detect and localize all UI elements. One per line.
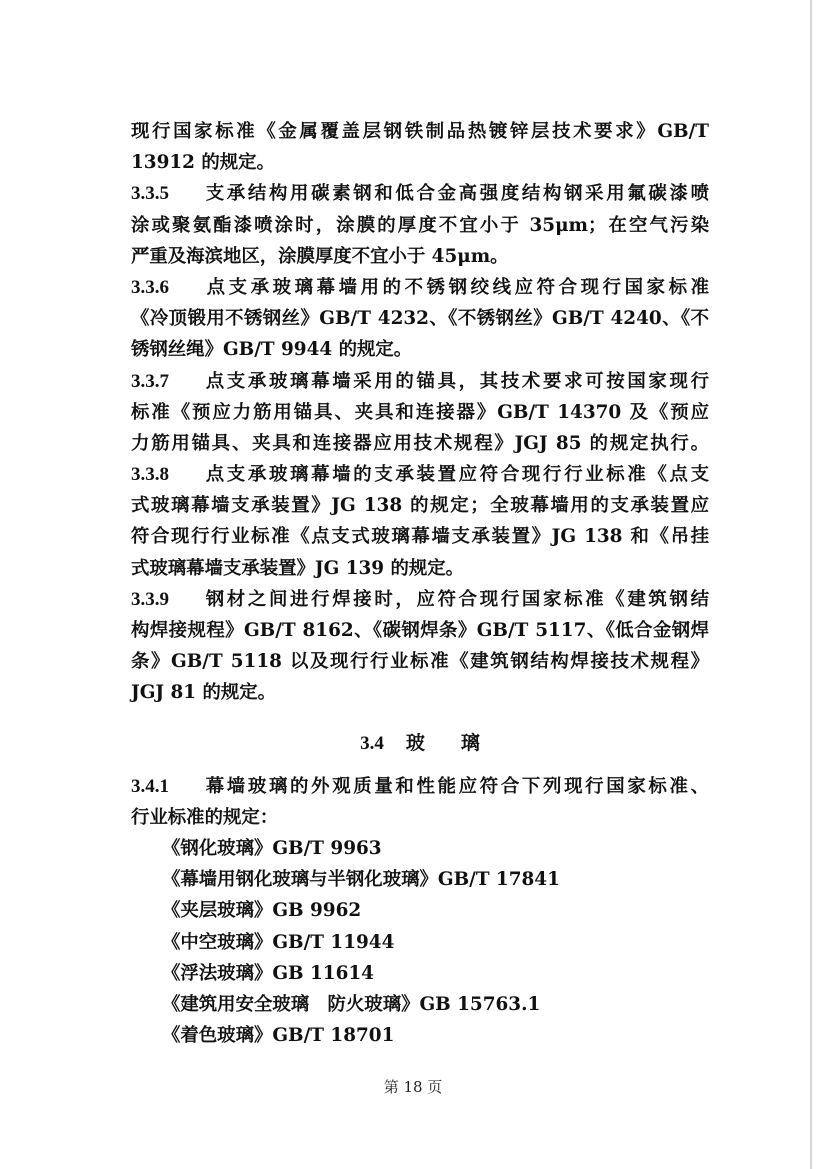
text-line: 13912 的规定。 xyxy=(131,152,275,174)
text-line: 行业标准的规定： xyxy=(131,806,279,828)
text-line: 条》GB/T 5118 以及现行行业标准《建筑钢结构焊接技术规程》 xyxy=(131,651,709,673)
standards-list xyxy=(131,833,709,1051)
text-line: 标准《预应力筋用锚具、夹具和连接器》GB/T 14370 及《预应 xyxy=(131,401,709,423)
clause-3-4-1 xyxy=(131,771,709,833)
text-line: 现行国家标准《金属覆盖层钢铁制品热镀锌层技术要求》GB/T xyxy=(131,121,709,142)
text-line: 式玻璃幕墙支承装置》JG 139 的规定。 xyxy=(131,557,465,579)
clause-3-3-7 xyxy=(131,366,709,460)
text-line xyxy=(131,178,709,209)
text-segment: 钢材之间进行焊接时，应符合现行国家标准《建筑钢结 xyxy=(203,588,709,610)
page-number: 第 18 页 xyxy=(383,1078,443,1096)
list-item: 《建筑用安全玻璃 防火玻璃》GB 15763.1 xyxy=(162,993,541,1015)
text-line xyxy=(131,459,709,490)
text-line xyxy=(131,771,709,802)
text-line xyxy=(131,272,709,303)
list-item: 《着色玻璃》GB/T 18701 xyxy=(162,1025,395,1047)
section-heading xyxy=(131,727,709,759)
text-line: 严重及海滨地区，涂膜厚度不宜小于 45μm。 xyxy=(131,245,509,267)
clause-3-3-5 xyxy=(131,178,709,272)
list-item: 《浮法玻璃》GB 11614 xyxy=(162,962,374,984)
text-line: 符合现行行业标准《点支式玻璃幕墙支承装置》JG 138 和《吊挂 xyxy=(131,526,709,548)
text-line: 锈钢丝绳》GB/T 9944 的规定。 xyxy=(131,339,413,361)
page-edge-line xyxy=(810,0,812,1169)
text-line: 《冷顶锻用不锈钢丝》GB/T 4232、《不锈钢丝》GB/T 4240、《不 xyxy=(131,308,709,330)
clause-number: 3.3.8 xyxy=(131,464,169,486)
text-segment: 点支承玻璃幕墙采用的锚具，其技术要求可按国家现行 xyxy=(203,370,709,392)
clause-3-3-9 xyxy=(131,584,709,709)
section-number: 3.4 xyxy=(360,732,384,754)
text-line: 式玻璃幕墙支承装置》JG 138 的规定；全玻幕墙用的支承装置应 xyxy=(131,495,709,517)
clause-3-3-6 xyxy=(131,272,709,366)
clause-number: 3.4.1 xyxy=(131,775,169,797)
clause-number: 3.3.7 xyxy=(131,370,169,392)
clause-number: 3.3.5 xyxy=(131,183,169,205)
text-segment: 支承结构用碳素钢和低合金高强度结构钢采用氟碳漆喷 xyxy=(203,183,709,205)
clause-3-3-8 xyxy=(131,459,709,584)
text-segment: 点支承玻璃幕墙的支承装置应符合现行行业标准《点支 xyxy=(203,464,709,486)
text-segment: 幕墙玻璃的外观质量和性能应符合下列现行国家标准、 xyxy=(203,775,709,797)
list-item: 《夹层玻璃》GB 9962 xyxy=(162,900,362,922)
text-segment: 点支承玻璃幕墙用的不锈钢绞线应符合现行国家标准 xyxy=(203,276,709,298)
page-content xyxy=(131,116,709,1051)
text-line xyxy=(131,366,709,397)
section-title: 玻璃 xyxy=(405,731,516,754)
paragraph-continuation xyxy=(131,116,709,178)
text-line: 构焊接规程》GB/T 8162、《碳钢焊条》GB/T 5117、《低合金钢焊 xyxy=(131,620,709,641)
list-item: 《钢化玻璃》GB/T 9963 xyxy=(162,837,382,859)
list-item: 《幕墙用钢化玻璃与半钢化玻璃》GB/T 17841 xyxy=(162,869,560,891)
text-line: 涂或聚氨酯漆喷涂时，涂膜的厚度不宜小于 35μm；在空气污染 xyxy=(131,214,709,236)
clause-number: 3.3.6 xyxy=(131,276,169,298)
clause-number: 3.3.9 xyxy=(131,588,169,610)
text-line xyxy=(131,584,709,615)
list-item: 《中空玻璃》GB/T 11944 xyxy=(162,931,395,953)
text-line: 力筋用锚具、夹具和连接器应用技术规程》JGJ 85 的规定执行。 xyxy=(131,432,709,454)
text-line: JGJ 81 的规定。 xyxy=(131,682,277,704)
